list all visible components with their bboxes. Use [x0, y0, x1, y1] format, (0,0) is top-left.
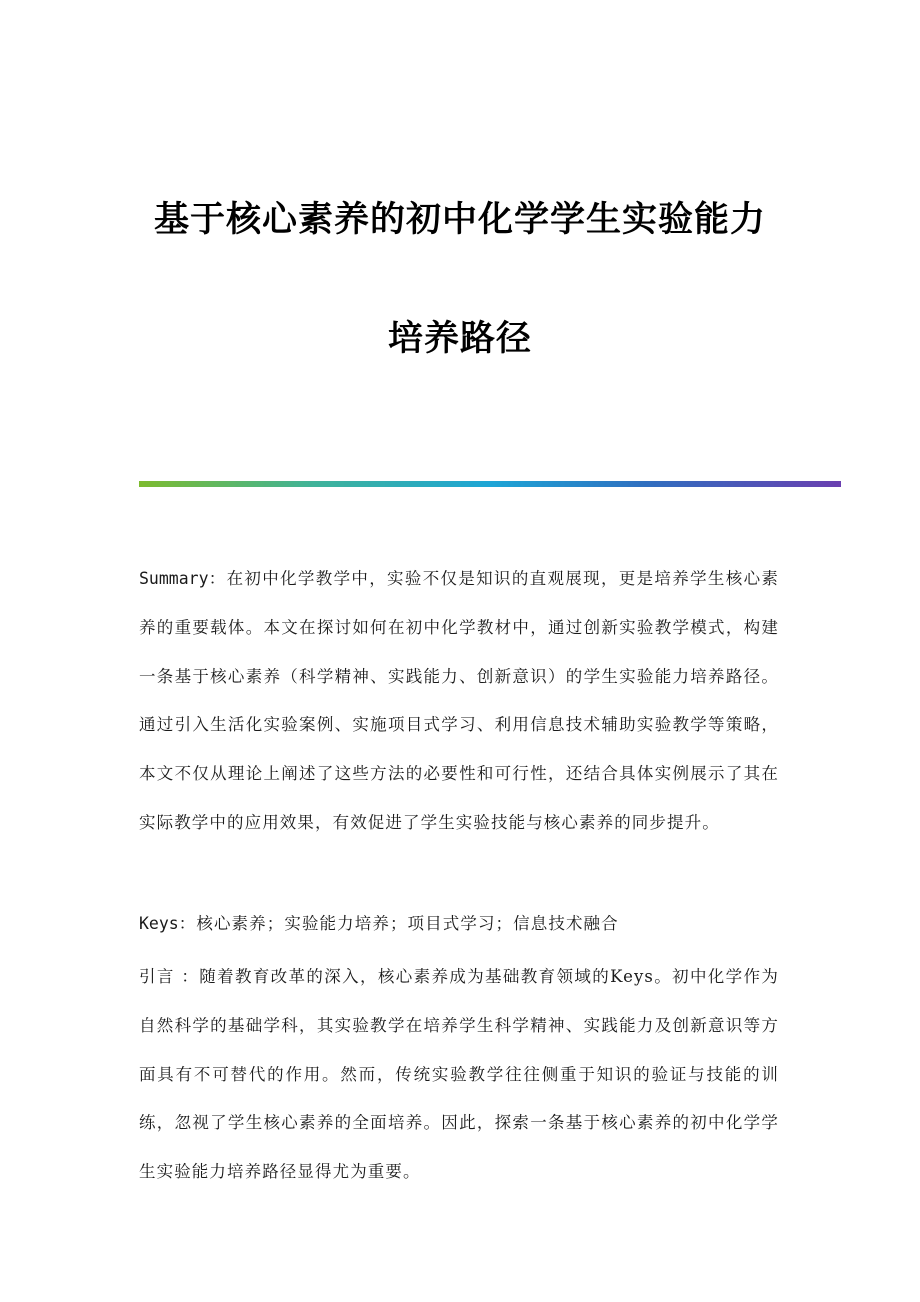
summary-separator: ： — [208, 569, 227, 588]
introduction-text: 随着教育改革的深入，核心素养成为基础教育领域的Keys。初中化学作为自然科学的基础学科，其实验教学在培养学生科学精神、实践能力及创新意识等方面具有不可替代的作用。然而，传统实验教学往往侧重于知识的验证与技能的训练，忽视了学生核心素养的全面培养。因此，探索一条基于核心素养的初中化学学生实验能力培养路径显得尤为重要。 — [139, 967, 779, 1182]
title-divider — [139, 481, 841, 487]
document-title-line-2: 培养路径 — [387, 319, 532, 359]
keywords-separator: ： — [178, 914, 197, 933]
summary-paragraph — [139, 555, 779, 848]
introduction-paragraph — [139, 953, 779, 1197]
keywords-text: 核心素养；实验能力培养；项目式学习；信息技术融合 — [196, 914, 619, 933]
keywords-paragraph — [139, 900, 779, 949]
introduction-separator: ： — [174, 967, 200, 986]
summary-text: 在初中化学教学中，实验不仅是知识的直观展现，更是培养学生核心素养的重要载体。本文在探讨如何在初中化学教材中，通过创新实验教学模式，构建一条基于核心素养（科学精神、实践能力、创新意识）的学生实验能力培养路径。通过引入生活化实验案例、实施项目式学习、利用信息技术辅助实验教学等策略，本文不仅从理论上阐述了这些方法的必要性和可行性，还结合具体实例展示了其在实际教学中的应用效果，有效促进了学生实验技能与核心素养的同步提升。 — [139, 569, 779, 832]
document-title-line-1: 基于核心素养的初中化学学生实验能力 — [153, 200, 766, 240]
introduction-label: 引言 — [139, 967, 175, 986]
summary-label: Summary — [139, 569, 209, 588]
keywords-label: Keys — [139, 914, 179, 933]
